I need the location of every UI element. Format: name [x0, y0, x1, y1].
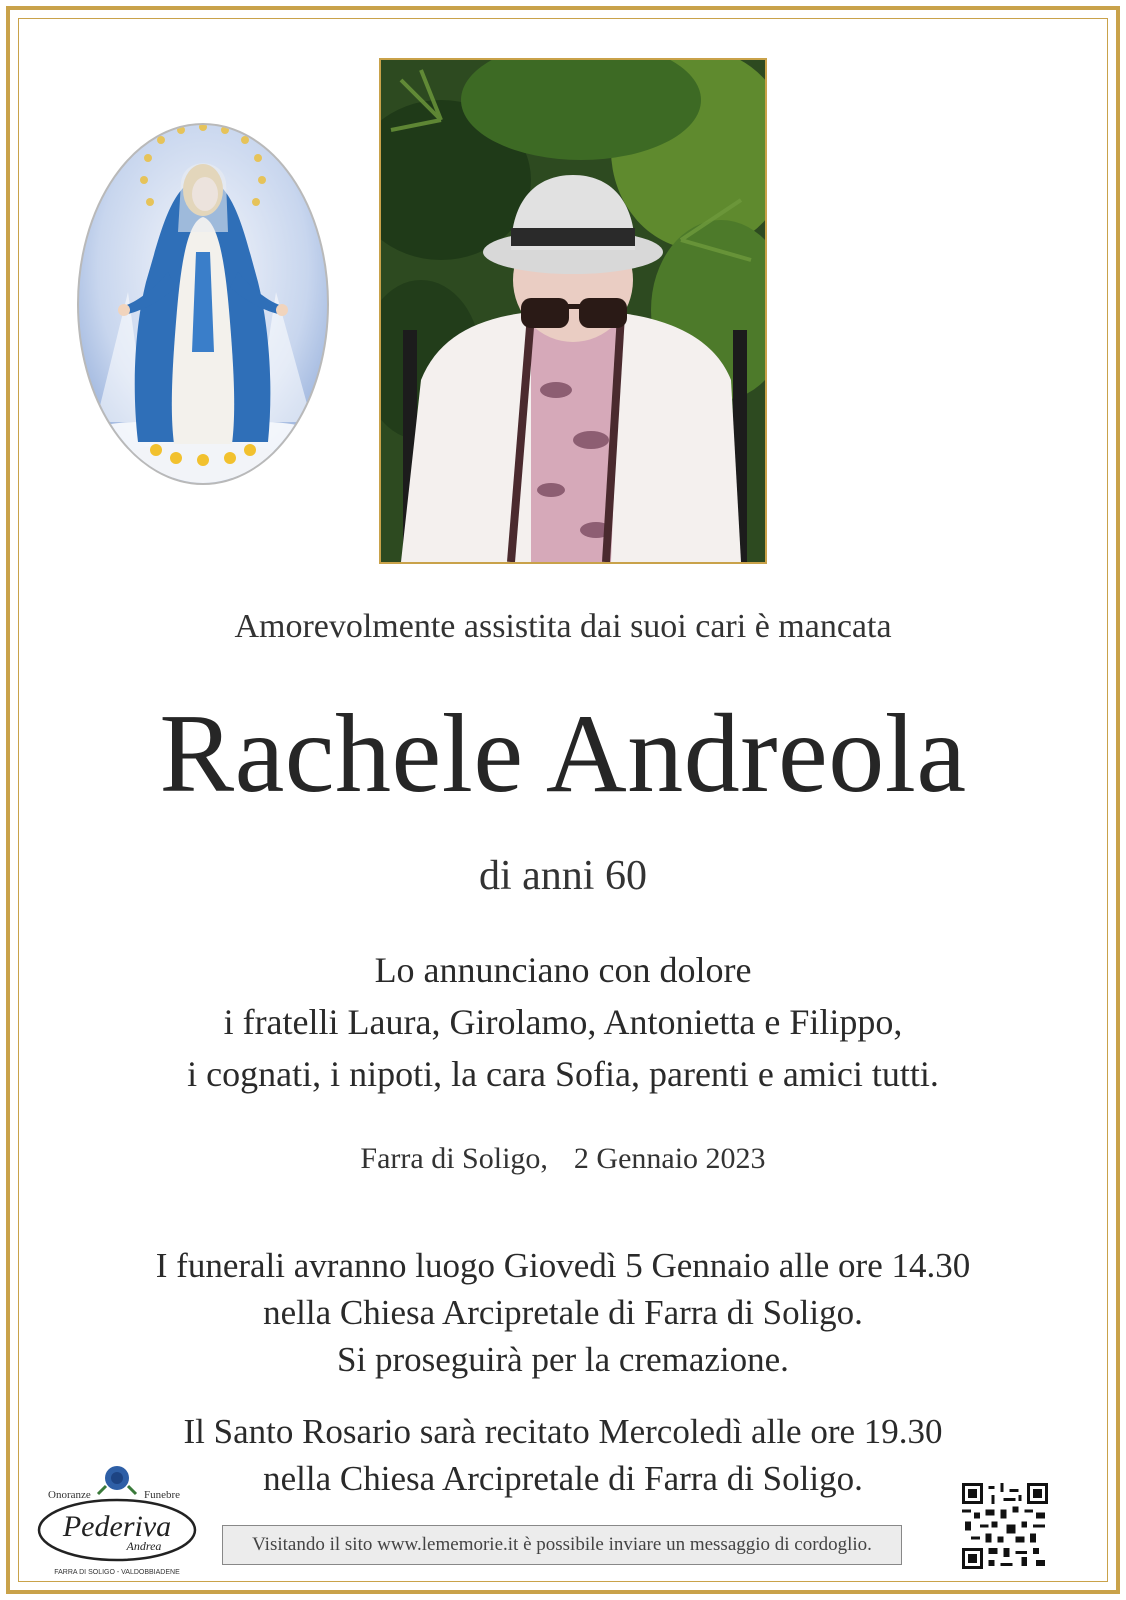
- announcement-line: i cognati, i nipoti, la cara Sofia, parenti e amici tutti.: [187, 1054, 939, 1094]
- madonna-illustration: [76, 122, 330, 486]
- logo-brand-sub: Andrea: [126, 1539, 162, 1553]
- footer-message: Visitando il sito www.lememorie.it è possibile inviare un messaggio di cordoglio.: [222, 1525, 902, 1565]
- announcement-line: Lo annunciano con dolore: [374, 950, 752, 990]
- rose-icon: [98, 1466, 136, 1494]
- intro-line: Amorevolmente assistita dai suoi cari è mancata: [234, 608, 892, 645]
- announcement-line: i fratelli Laura, Girolamo, Antonietta e Filippo,: [223, 1002, 903, 1042]
- rosary-line: nella Chiesa Arcipretale di Farra di Soligo.: [263, 1459, 863, 1498]
- funeral-block: [0, 1242, 1126, 1383]
- logo-location: FARRA DI SOLIGO - VALDOBBIADENE: [54, 1569, 180, 1576]
- qr-code-icon[interactable]: [962, 1483, 1048, 1569]
- age-line: di anni 60: [479, 853, 647, 899]
- logo-top-right: Funebre: [144, 1489, 181, 1501]
- funeral-line: I funerali avranno luogo Giovedì 5 Gennaio alle ore 14.30: [155, 1246, 971, 1285]
- rosary-line: Il Santo Rosario sarà recitato Mercoledì alle ore 19.30: [183, 1412, 943, 1451]
- announcement-block: [0, 944, 1126, 1100]
- place: Farra di Soligo,: [360, 1142, 548, 1175]
- date: 2 Gennaio 2023: [573, 1142, 766, 1175]
- deceased-name: Rachele Andreola: [159, 692, 967, 816]
- place-date-line: [0, 1142, 1126, 1176]
- logo-brand: Pederiva: [62, 1510, 172, 1543]
- funeral-line: Si proseguirà per la cremazione.: [337, 1340, 789, 1379]
- logo-top-left: Onoranze: [48, 1489, 91, 1501]
- funeral-line: nella Chiesa Arcipretale di Farra di Soligo.: [263, 1293, 863, 1332]
- portrait-photo: [379, 58, 767, 564]
- funeral-home-logo: [34, 1464, 200, 1580]
